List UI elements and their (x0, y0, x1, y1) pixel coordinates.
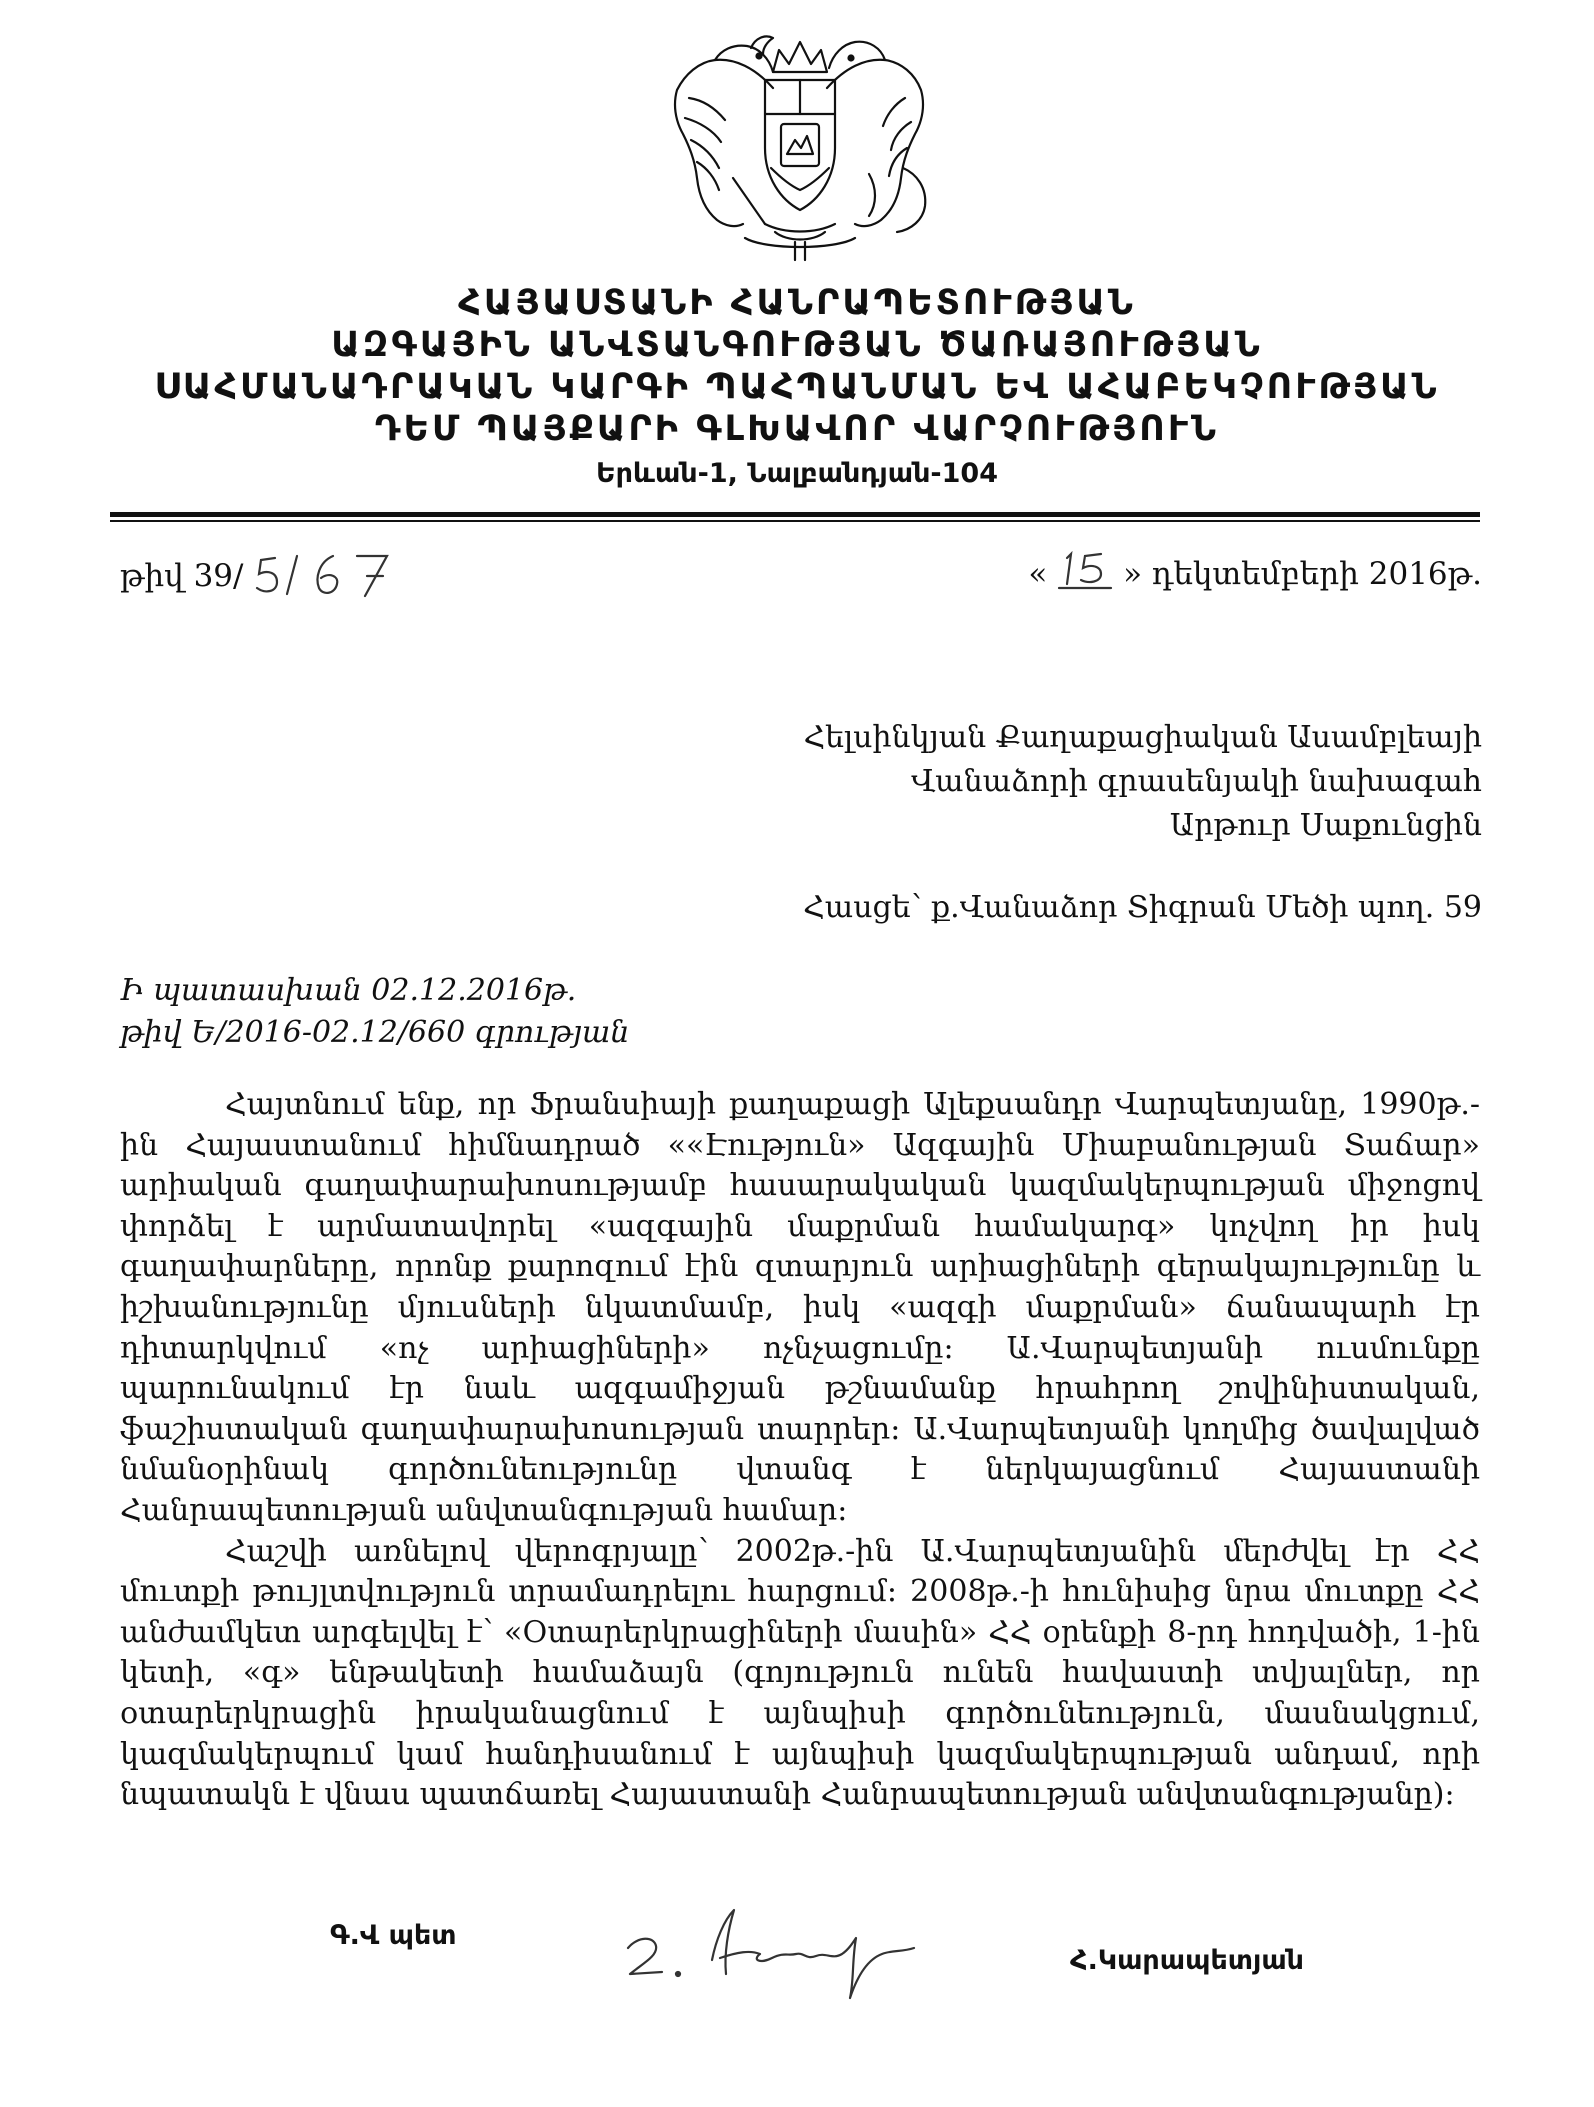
agency-header (100, 282, 1494, 494)
recipient-line-1: Հելսինկյան Քաղաքացիական Ասամբլեայի (803, 720, 1482, 755)
header-divider-thick (110, 512, 1480, 517)
in-reply-line-1: Ի պատասխան 02.12.2016թ. (120, 973, 577, 1008)
in-reply-line-2: թիվ Ե/2016-02.12/660 գրության (120, 1015, 630, 1050)
signatory-title: Գ.Վ պետ (330, 1920, 457, 1951)
header-divider-thin (110, 520, 1480, 522)
handwritten-reference-number (253, 548, 413, 600)
reference-prefix: թիվ 39/ (120, 558, 244, 594)
signatory-name: Հ.Կարապետյան (1070, 1945, 1305, 1976)
body-paragraph-1: Հայտնում ենք, որ Ֆրանսիայի քաղաքացի Ալեքսանդր Վարպետյանը, 1990թ.-ին Հայաստանում հիմնադրած ««Էություն» Ազգային Միաբանության Տաճար» արիական գաղափարախոսությամբ հասարակական կազմակերպության միջոցով փորձել է արմատավորել «ազգային մաքրման համակարգ» կոչվող իր իսկ գաղափարները, որոնք քարոզում էին զտարյուն արիացիների գերակայությունը և իշխանությունը մյուսների նկատմամբ, իսկ «ազգի մաքրման» ճանապարհ էր դիտարկվում «ոչ արիացիների» ոչնչացումը: Ա.Վարպետյանի ուսմունքը պարունակում էր նաև ազգամիջյան թշնամանք հրահրող շովինիստական, ֆաշիստական գաղափարախոսության տարրեր: Ա.Վարպետյանի կողմից ծավալված նմանօրինակ գործունեությունը վտանգ է ներկայացնում Հայաստանի Հանրապետության անվտանգության համար: (120, 1087, 1480, 1528)
date-rest: » դեկտեմբերի 2016թ. (1123, 556, 1482, 592)
agency-line-4: ԴԵՄ ՊԱՅՔԱՐԻ ԳԼԽԱՎՈՐ ՎԱՐՉՈՒԹՅՈՒՆ (374, 409, 1220, 449)
signature-icon (620, 1900, 960, 2010)
agency-line-3: ՍԱՀՄԱՆԱԴՐԱԿԱՆ ԿԱՐԳԻ ՊԱՀՊԱՆՄԱՆ ԵՎ ԱՀԱԲԵԿՉՈՒԹՅԱՆ (154, 367, 1440, 407)
agency-line-2: ԱԶԳԱՅԻՆ ԱՆՎՏԱՆԳՈՒԹՅԱՆ ԾԱՌԱՅՈՒԹՅԱՆ (331, 325, 1263, 365)
recipient-line-2: Վանաձորի գրասենյակի նախագահ (911, 764, 1482, 799)
agency-line-1: ՀԱՅԱՍՏԱՆԻ ՀԱՆՐԱՊԵՏՈՒԹՅԱՆ (458, 283, 1136, 323)
recipient-address: Հասցե՝ ք.Վանաձոր Տիգրան Մեծի պող. 59 (803, 890, 1482, 925)
in-reply-to (120, 970, 629, 1054)
coat-of-arms-icon (655, 28, 945, 268)
agency-address: Երևան-1, Նալբանդյան-104 (596, 458, 998, 489)
handwritten-day (1057, 548, 1113, 594)
letter-body (120, 1085, 1480, 1816)
recipient-line-3: Արթուր Սաքունցին (1169, 808, 1482, 843)
recipient-block (804, 716, 1482, 848)
date-open-quote: « (1028, 556, 1048, 592)
letter-date (1028, 548, 1482, 594)
body-paragraph-2: Հաշվի առնելով վերոգրյալը՝ 2002թ.-ին Ա.Վարպետյանին մերժվել էր ՀՀ մուտքի թույլտվություն տրամադրելու հարցում: 2008թ.-ի հունիսից նրա մուտքը ՀՀ անժամկետ արգելվել է՝ «Օտարերկրացիների մասին» ՀՀ օրենքի 8-րդ հոդվածի, 1-ին կետի, «գ» ենթակետի համաձայն (գոյություն ունեն հավաստի տվյալներ, որ օտարերկրացին իրականացնում է այնպիսի գործունեություն, մասնակցում, կազմակերպում կամ հանդիսանում է այնպիսի կազմակերպության անդամ, որի նպատակն է վնաս պատճառել Հայաստանի Հանրապետության անվտանգությանը): (120, 1533, 1480, 1813)
reference-number (120, 548, 413, 600)
